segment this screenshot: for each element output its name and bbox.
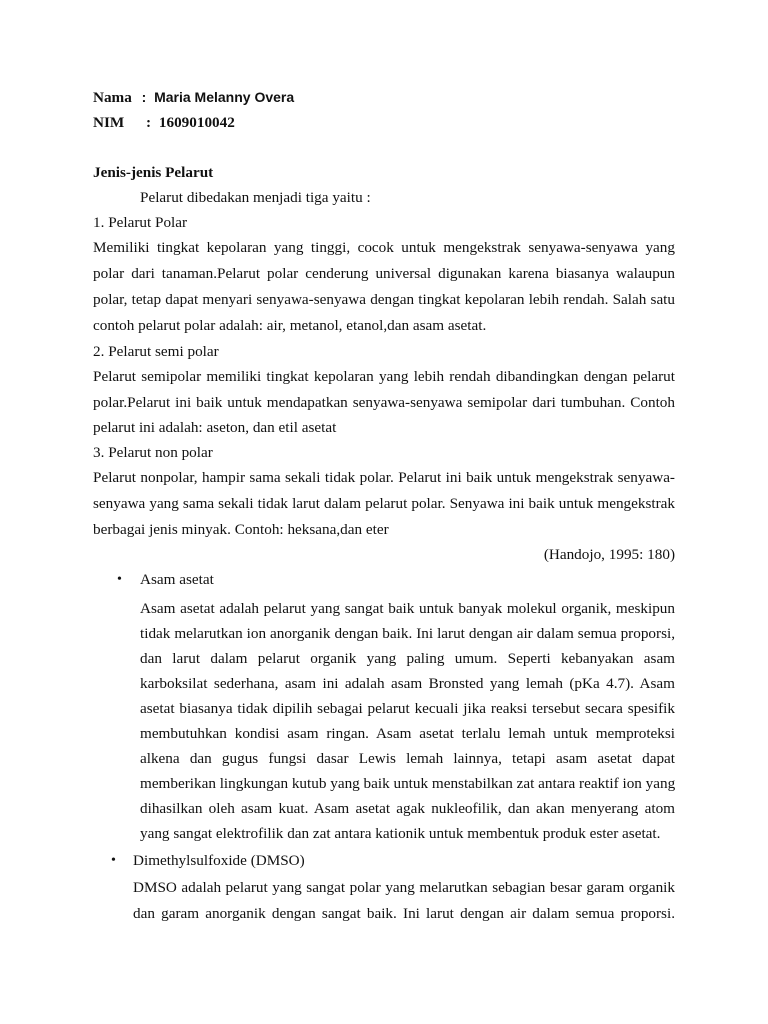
asam-asetat-line: asetat biasanya tidak dipilih sebagai pelarut kecuali jika reaksi tersebut secara spesifik [140, 700, 675, 717]
asam-asetat-line: dan larut dalam pelarut organik yang paling umum. Seperti kebanyakan asam [140, 650, 675, 667]
name-label: Nama [93, 89, 132, 106]
asam-asetat-line: Asam asetat adalah pelarut yang sangat baik untuk banyak molekul organik, meskipun [140, 600, 675, 617]
polar-line: polar, tetap dapat menyari senyawa-senyawa dengan tingkat kepolaran lebih rendah. Salah satu [93, 291, 675, 308]
citation: (Handojo, 1995: 180) [543, 546, 675, 563]
asam-asetat-line: dihasilkan oleh asam kuat. Asam asetat agak nukleofilik, dan akan menyerang atom [140, 800, 675, 817]
nim-label: NIM [93, 114, 125, 131]
nim-value: 1609010042 [158, 114, 235, 131]
dmso-title: Dimethylsulfoxide (DMSO) [133, 852, 305, 869]
asam-asetat-line: tidak melarutkan ion anorganik dengan baik. Ini larut dengan air dalam semua proporsi, [140, 625, 675, 642]
asam-asetat-title: Asam asetat [140, 571, 214, 588]
asam-asetat-line: memberikan lingkungan kutub yang baik untuk menstabilkan zat antara reaktif ion yang [140, 775, 676, 792]
asam-asetat-line: karboksilat sederhana, asam ini adalah asam Bronsted yang lemah (pKa 4.7). Asam [140, 675, 675, 692]
semipolar-line: pelarut ini adalah: aseton, dan etil asetat [93, 419, 337, 436]
polar-line: polar dari tanaman.Pelarut polar cenderung universal digunakan karena biasanya walaupun [93, 265, 675, 282]
asam-asetat-line: membutuhkan kondisi asam ringan. Asam asetat terlalu lemah untuk memproteksi [140, 725, 675, 742]
asam-asetat-line: yang sangat elektrofilik dan zat antara kationik untuk membentuk produk ester asetat. [140, 825, 661, 842]
name-row [93, 87, 675, 108]
nonpolar-line: berbagai jenis minyak. Contoh: heksana,dan eter [93, 521, 389, 538]
bullet-icon: • [117, 572, 122, 587]
section-title: Jenis-jenis Pelarut [93, 164, 214, 181]
nonpolar-heading: 3. Pelarut non polar [93, 444, 213, 461]
nonpolar-line: senyawa yang sama sekali tidak larut dalam pelarut polar. Senyawa ini baik untuk mengekstrak [93, 495, 675, 512]
semipolar-line: polar.Pelarut ini baik untuk mendapatkan senyawa-senyawa semipolar dari tumbuhan. Contoh [93, 394, 675, 411]
polar-line: Memiliki tingkat kepolaran yang tinggi, cocok untuk mengekstrak senyawa-senyawa yang [93, 239, 675, 256]
nim-separator: : [146, 114, 152, 131]
semipolar-heading: 2. Pelarut semi polar [93, 343, 219, 360]
nim-row [93, 113, 675, 133]
polar-heading: 1. Pelarut Polar [93, 214, 188, 231]
name-value: Maria Melanny Overa [154, 89, 295, 105]
nonpolar-line: Pelarut nonpolar, hampir sama sekali tidak polar. Pelarut ini baik untuk mengekstrak senyawa- [93, 469, 675, 486]
dmso-line: dan garam anorganik dengan sangat baik. Ini larut dengan air dalam semua proporsi. [133, 905, 675, 922]
polar-line: contoh pelarut polar adalah: air, metanol, etanol,dan asam asetat. [93, 317, 487, 334]
name-separator: : [141, 89, 147, 105]
semipolar-line: Pelarut semipolar memiliki tingkat kepolaran yang lebih rendah dibandingkan dengan pelarut [93, 368, 675, 385]
intro-text: Pelarut dibedakan menjadi tiga yaitu : [140, 189, 371, 206]
bullet-icon: • [111, 853, 116, 868]
asam-asetat-line: alkena dan gugus fungsi dasar Lewis lemah lainnya, tetapi asam asetat dapat [140, 750, 675, 767]
dmso-line: DMSO adalah pelarut yang sangat polar yang melarutkan sebagian besar garam organik [133, 879, 675, 896]
